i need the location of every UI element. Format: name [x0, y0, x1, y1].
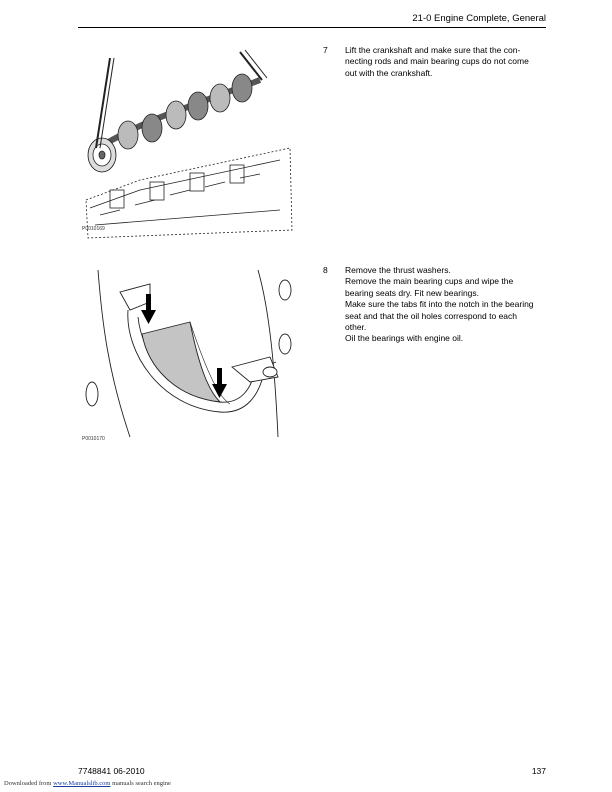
step-line: Lift the crankshaft and make sure that the con- — [345, 45, 521, 55]
step-7 — [323, 45, 553, 85]
main-bearing-illustration — [80, 262, 295, 447]
step-number: 7 — [323, 45, 328, 55]
step-line: Remove the main bearing cups and wipe the — [345, 276, 514, 287]
step-number: 8 — [323, 265, 328, 275]
step-8 — [323, 265, 553, 347]
step-line: out with the crankshaft. — [345, 67, 433, 78]
header-divider — [78, 27, 546, 28]
manualslib-link[interactable]: www.Manualslib.com — [53, 780, 111, 787]
figure-code: P0010169 — [82, 226, 105, 232]
header-title: 21-0 Engine Complete, General — [412, 13, 546, 24]
figure-code: P0010170 — [82, 436, 105, 442]
step-line: Remove the thrust washers. — [345, 265, 451, 275]
step-line: seat and that the oil holes correspond to each — [345, 310, 518, 321]
download-notice — [4, 780, 171, 787]
download-prefix: Downloaded from — [4, 780, 52, 787]
download-suffix: manuals search engine — [112, 780, 171, 787]
step-line: Make sure the tabs fit into the notch in the bearing — [345, 299, 534, 310]
step-line: other. — [345, 322, 367, 333]
document-number: 7748841 06-2010 — [78, 766, 145, 776]
step-line: bearing seats dry. Fit new bearings. — [345, 287, 480, 298]
page-number: 137 — [531, 766, 546, 776]
step-line: necting rods and main bearing cups do not come — [345, 56, 529, 67]
step-text — [345, 265, 551, 345]
step-text — [345, 45, 551, 79]
crankshaft-illustration — [80, 40, 295, 240]
step-line: Oil the bearings with engine oil. — [345, 333, 464, 344]
